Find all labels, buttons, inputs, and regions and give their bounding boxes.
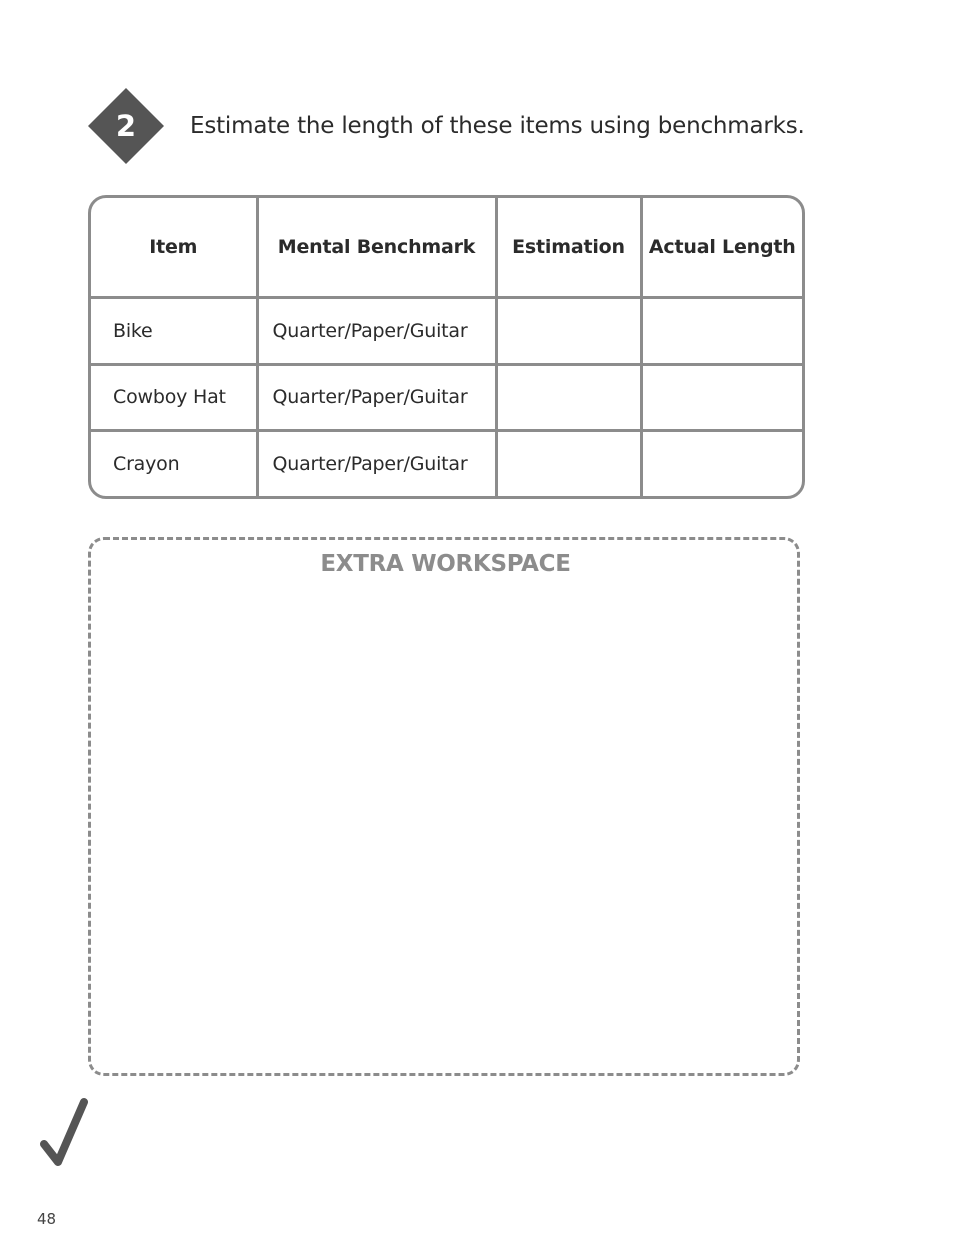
- table-row: [91, 364, 802, 431]
- extra-workspace-box[interactable]: [88, 537, 800, 1076]
- estimation-table: [88, 195, 805, 499]
- table-row: [91, 298, 802, 365]
- checkmark-icon: [38, 1096, 90, 1168]
- benchmark-cell: Quarter/Paper/Guitar: [257, 364, 496, 431]
- benchmark-cell: Quarter/Paper/Guitar: [257, 298, 496, 365]
- header-item: Item: [91, 198, 257, 298]
- estimation-cell[interactable]: [496, 364, 641, 431]
- benchmark-cell: Quarter/Paper/Guitar: [257, 431, 496, 496]
- table-header-row: [91, 198, 802, 298]
- actual-length-cell[interactable]: [641, 298, 802, 365]
- item-cell: Crayon: [91, 431, 257, 496]
- estimation-cell[interactable]: [496, 431, 641, 496]
- header-estimation: Estimation: [496, 198, 641, 298]
- question-number: 2: [115, 109, 137, 143]
- extra-workspace-title: EXTRA WORKSPACE: [320, 551, 571, 577]
- estimation-cell[interactable]: [496, 298, 641, 365]
- question-instruction: Estimate the length of these items using benchmarks.: [190, 113, 805, 139]
- table-row: [91, 431, 802, 496]
- header-mental-benchmark: Mental Benchmark: [257, 198, 496, 298]
- item-cell: Cowboy Hat: [91, 364, 257, 431]
- question-number-badge: [88, 88, 164, 164]
- actual-length-cell[interactable]: [641, 431, 802, 496]
- header-actual-length: Actual Length: [641, 198, 802, 298]
- actual-length-cell[interactable]: [641, 364, 802, 431]
- item-cell: Bike: [91, 298, 257, 365]
- page-number: 48: [37, 1210, 57, 1228]
